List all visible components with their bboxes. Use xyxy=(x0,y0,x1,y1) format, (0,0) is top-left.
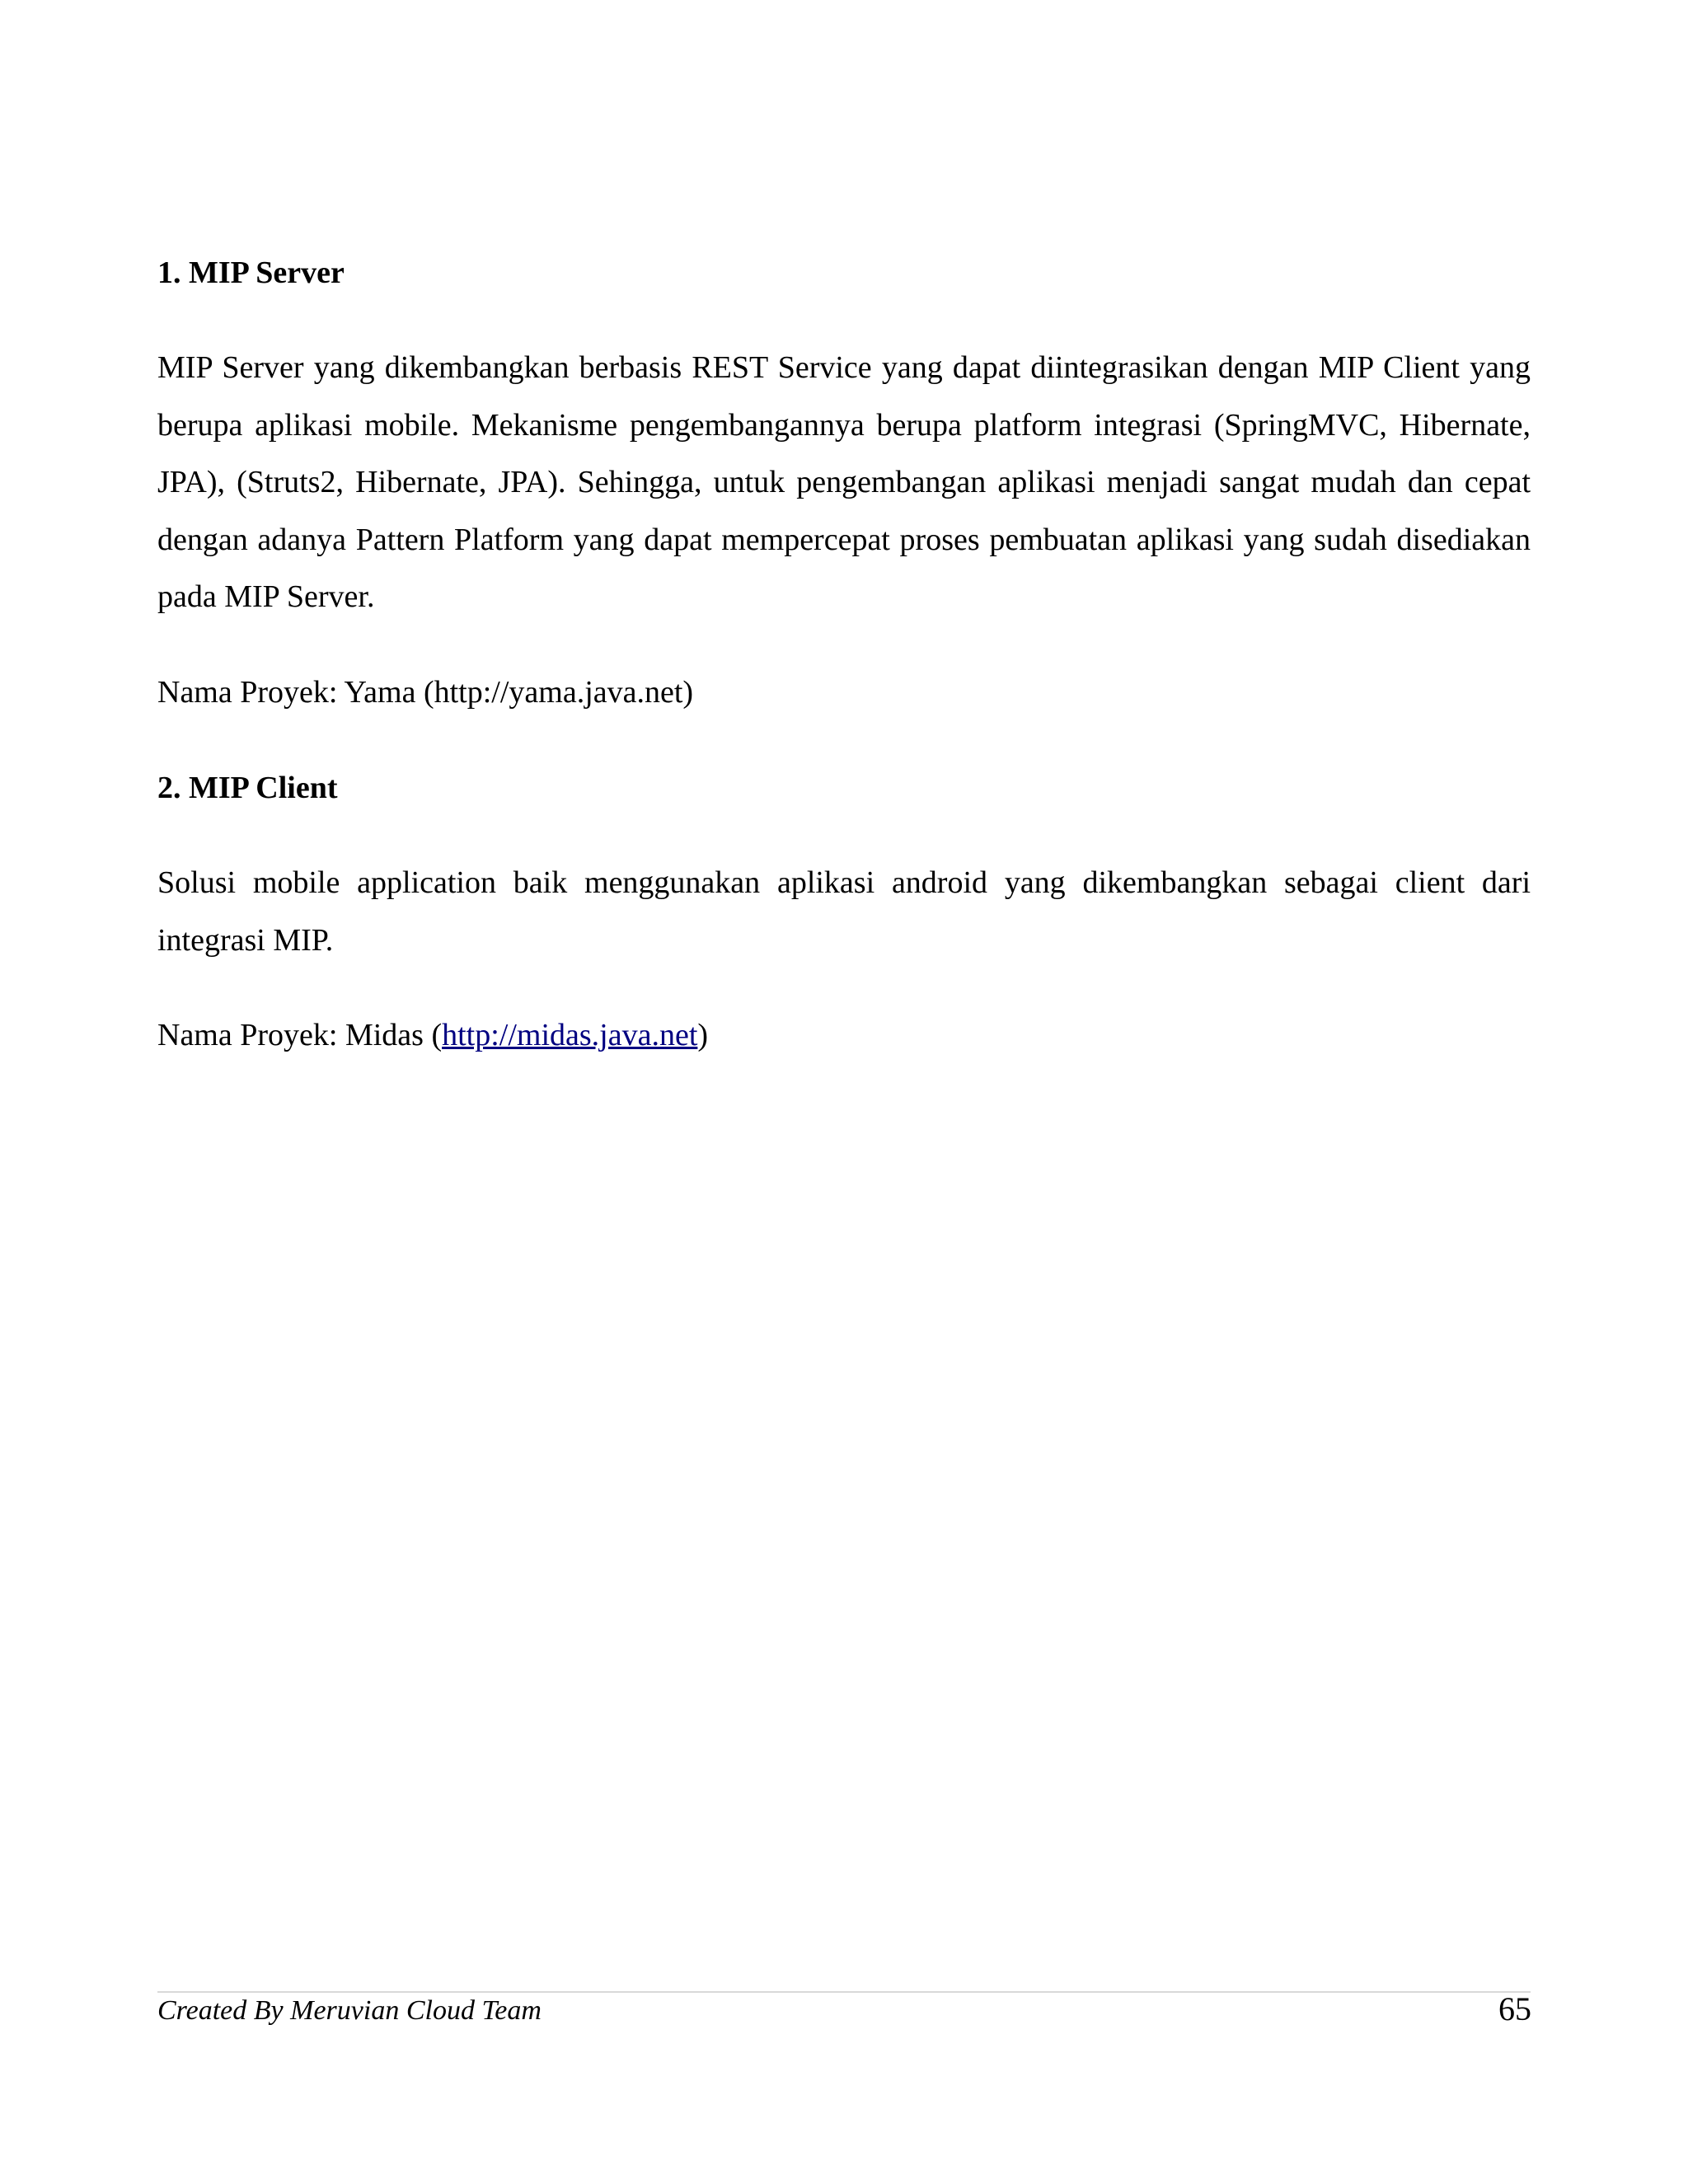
project-line-prefix: Nama Proyek: Midas ( xyxy=(157,1018,443,1052)
section-heading-mip-server: 1. MIP Server xyxy=(157,255,345,290)
section-body-mip-client: Solusi mobile application baik menggunakan aplikasi android yang dikembangkan sebagai client dari integrasi MIP. xyxy=(157,865,1531,958)
footer-credit: Created By Meruvian Cloud Team xyxy=(157,1995,542,2026)
page-content xyxy=(157,244,1531,1065)
section-heading-mip-client: 2. MIP Client xyxy=(157,771,338,805)
page-number: 65 xyxy=(1498,1990,1531,2027)
section-body-mip-server: MIP Server yang dikembangkan berbasis REST Service yang dapat diintegrasikan dengan MIP Client yang berupa aplikasi mobile. Mekanisme pengembangannya berupa platform integrasi (SpringMVC, Hibernate, JPA), (Struts2, Hibernate, JPA). Sehingga, untuk pengembangan aplikasi menjadi sangat mudah dan cepat dengan adanya Pattern Platform yang dapat mempercepat proses pembuatan aplikasi yang sudah disediakan pada MIP Server. xyxy=(157,350,1531,614)
midas-project-link[interactable]: http://midas.java.net xyxy=(442,1018,698,1052)
project-line-yama: Nama Proyek: Yama (http://yama.java.net) xyxy=(157,674,694,710)
project-line-midas xyxy=(157,1007,1531,1065)
project-line-suffix: ) xyxy=(697,1018,709,1052)
